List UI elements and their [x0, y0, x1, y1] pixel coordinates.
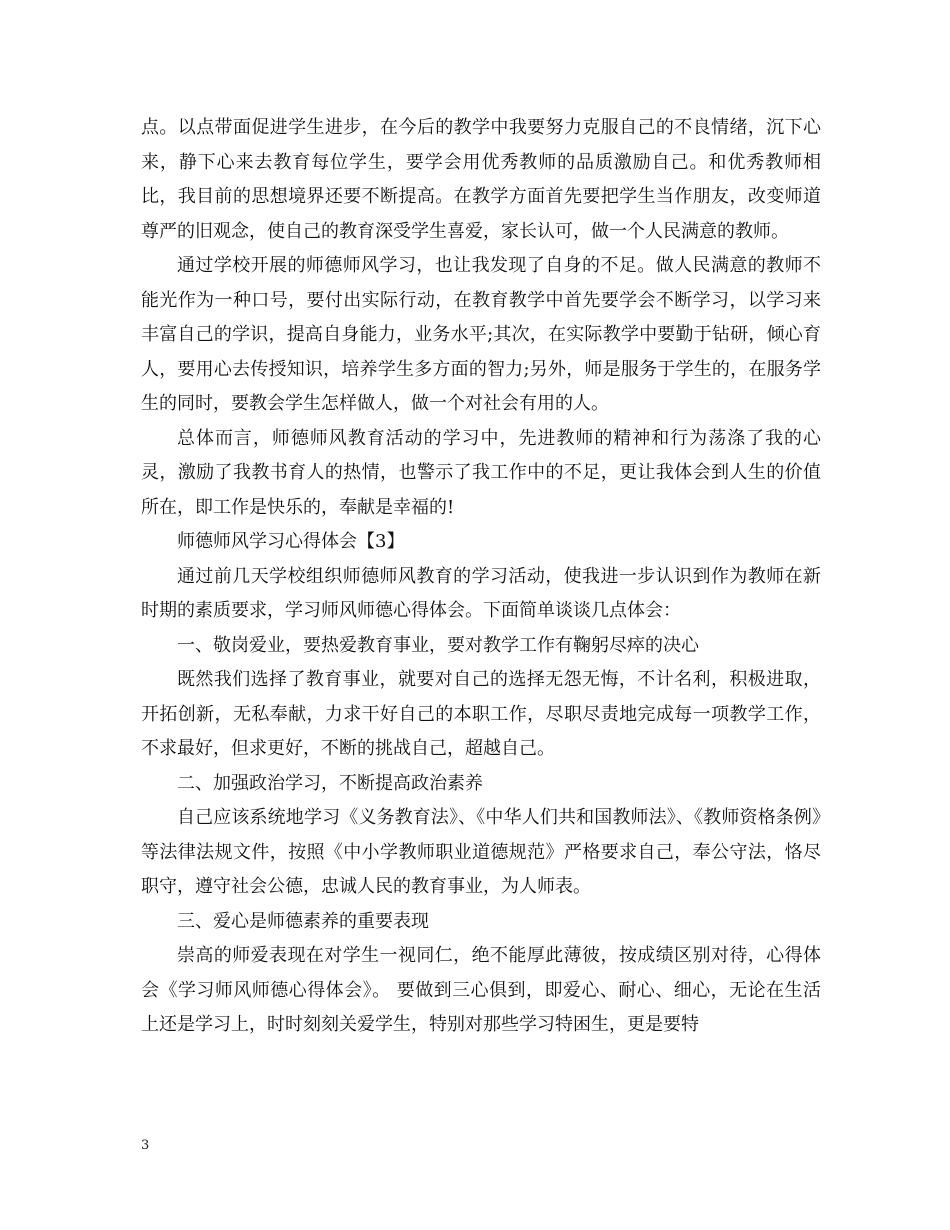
paragraph-5: 通过前几天学校组织师德师风教育的学习活动，使我进一步认识到作为教师在新时期的素质要求，学习师风师德心得体会。下面简单谈谈几点体会：: [141, 565, 821, 621]
section-heading: 师德师风学习心得体会【3】: [177, 531, 405, 552]
point-heading-3: 三、爱心是师德素养的重要表现: [177, 910, 429, 932]
paragraph-11: 崇高的师爱表现在对学生一视同仁，绝不能厚此薄彼，按成绩区别对待，心得体会《学习师风师德心得体会》。 要做到三心俱到，即爱心、耐心、细心，无论在生活上还是学习上，时时刻刻关爱学生，特别对那些学习特困生，更是要特: [141, 945, 821, 1035]
document-body: [141, 111, 821, 1043]
page-number: 3: [141, 1138, 150, 1153]
paragraph-1: 点。以点带面促进学生进步，在今后的教学中我要努力克服自己的不良情绪，沉下心来，静下心来去教育每位学生，要学会用优秀教师的品质激励自己。和优秀教师相比，我目前的思想境界还要不断提高。在教学方面首先要把学生当作朋友，改变师道尊严的旧观念，使自己的教育深受学生喜爱，家长认可，做一个人民满意的教师。: [141, 117, 821, 242]
paragraph-7: 既然我们选择了教育事业，就要对自己的选择无怨无悔，不计名利，积极进取，开拓创新，无私奉献，力求干好自己的本职工作，尽职尽责地完成每一项教学工作，不求最好，但求更好，不断的挑战自己，超越自己。: [141, 669, 821, 759]
paragraph-3: 总体而言，师德师风教育活动的学习中，先进教师的精神和行为荡涤了我的心灵，激励了我教书育人的热情，也警示了我工作中的不足，更让我体会到人生的价值所在，即工作是快乐的，奉献是幸福的!: [141, 427, 821, 518]
paragraph-9: 自己应该系统地学习《义务教育法》、《中华人们共和国教师法》、《教师资格条例》等法律法规文件，按照《中小学教师职业道德规范》严格要求自己，奉公守法，恪尽职守，遵守社会公德，忠诚人民的教育事业，为人师表。: [141, 807, 821, 897]
paragraph-2: 通过学校开展的师德师风学习，也让我发现了自身的不足。做人民满意的教师不能光作为一种口号，要付出实际行动，在教育教学中首先要学会不断学习，以学习来丰富自己的学识，提高自身能力，业务水平;其次，在实际教学中要勤于钻研，倾心育人，要用心去传授知识，培养学生多方面的智力;另外，师是服务于学生的，在服务学生的同时，要教会学生怎样做人，做一个对社会有用的人。: [141, 255, 821, 414]
point-heading-1: 一、敬岗爱业，要热爱教育事业，要对教学工作有鞠躬尽瘁的决心: [177, 634, 699, 656]
point-heading-2: 二、加强政治学习，不断提高政治素养: [177, 772, 483, 794]
